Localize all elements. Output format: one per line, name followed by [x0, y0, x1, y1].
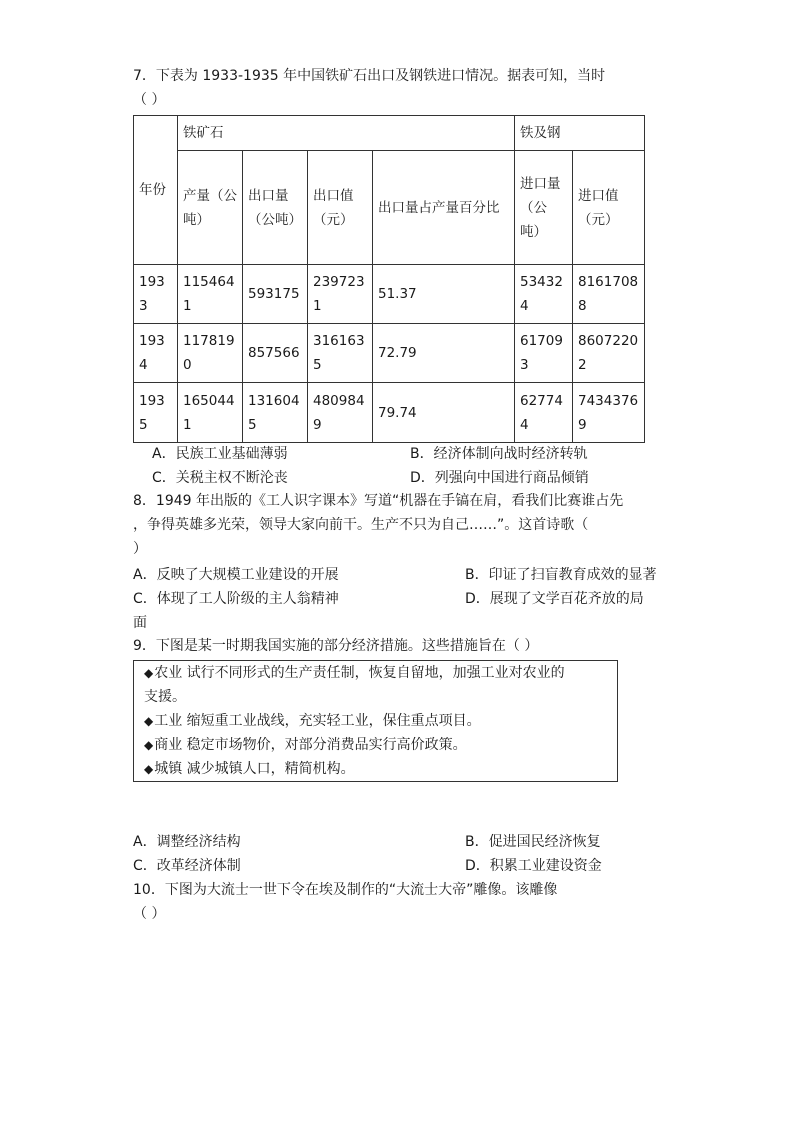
q7-option-b[interactable]: B．经济体制向战时经济转轨 — [410, 446, 588, 462]
table-row — [134, 265, 645, 324]
table-col-header: 进口量（公吨） — [515, 151, 573, 265]
q9-stem: 9．下图是某一时期我国实施的部分经济措施。这些措施旨在（ ） — [133, 638, 539, 654]
q8-stem-line3: ） — [133, 541, 147, 557]
table-header-year: 年份 — [134, 116, 178, 265]
q7-data-table — [133, 115, 645, 443]
table-col-header: 进口值（元） — [573, 151, 645, 265]
table-col-header: 出口量（公吨） — [243, 151, 308, 265]
q10-stem-line2: （ ） — [133, 906, 166, 922]
table-col-header: 产量（公吨） — [178, 151, 243, 265]
table-cell: 81617088 — [573, 265, 645, 324]
diamond-bullet-icon: ◆ — [144, 666, 154, 680]
diamond-bullet-icon: ◆ — [144, 762, 154, 776]
table-cell: 51.37 — [373, 265, 515, 324]
table-cell: 534324 — [515, 265, 573, 324]
table-cell: 593175 — [243, 265, 308, 324]
table-cell: 86072202 — [573, 324, 645, 383]
q10-stem-line1: 10．下图为大流士一世下令在埃及制作的“大流士大帝”雕像。该雕像 — [133, 882, 558, 898]
table-header-iron-steel: 铁及钢 — [515, 116, 645, 151]
q8-stem-line2: ，争得英雄多光荣，领导大家向前干。生产不只为自己……”。这首诗歌（ — [133, 517, 589, 533]
q7-stem-line1: 7．下表为 1933-1935 年中国铁矿石出口及钢铁进口情况。据表可知，当时 — [133, 68, 606, 84]
q7-stem-line2: （ ） — [133, 92, 166, 108]
q8-option-d-continued: 面 — [133, 615, 147, 631]
table-row — [134, 324, 645, 383]
q9-measures-box — [133, 660, 618, 782]
table-cell: 857566 — [243, 324, 308, 383]
table-cell: 1154641 — [178, 265, 243, 324]
table-cell: 1316045 — [243, 383, 308, 443]
table-cell: 1933 — [134, 265, 178, 324]
q8-option-a[interactable]: A．反映了大规模工业建设的开展 — [133, 567, 339, 583]
table-row — [134, 383, 645, 443]
q9-option-c[interactable]: C．改革经济体制 — [133, 858, 241, 874]
table-cell: 79.74 — [373, 383, 515, 443]
table-cell: 1935 — [134, 383, 178, 443]
q8-stem-line1: 8．1949 年出版的《工人识字课本》写道“机器在手镐在肩，看我们比赛谁占先 — [133, 493, 624, 509]
table-header-iron-ore: 铁矿石 — [178, 116, 515, 151]
table-cell: 74343769 — [573, 383, 645, 443]
q8-option-b[interactable]: B．印证了扫盲教育成效的显著 — [465, 567, 657, 583]
measure-commerce: ◆商业 稳定市场物价，对部分消费品实行高价政策。 — [144, 737, 467, 753]
table-cell: 1934 — [134, 324, 178, 383]
table-cell: 4809849 — [308, 383, 373, 443]
q8-option-c[interactable]: C．体现了工人阶级的主人翁精神 — [133, 591, 339, 607]
q8-option-d[interactable]: D．展现了文学百花齐放的局 — [465, 591, 644, 607]
table-cell: 617093 — [515, 324, 573, 383]
table-cell: 72.79 — [373, 324, 515, 383]
q9-option-a[interactable]: A．调整经济结构 — [133, 834, 241, 850]
measure-towns: ◆城镇 减少城镇人口，精简机构。 — [144, 761, 355, 777]
q9-option-d[interactable]: D．积累工业建设资金 — [465, 858, 602, 874]
diamond-bullet-icon: ◆ — [144, 738, 154, 752]
table-cell: 1178190 — [178, 324, 243, 383]
table-cell: 3161635 — [308, 324, 373, 383]
diamond-bullet-icon: ◆ — [144, 714, 154, 728]
q9-option-b[interactable]: B．促进国民经济恢复 — [465, 834, 601, 850]
q7-option-a[interactable]: A．民族工业基础薄弱 — [152, 446, 288, 462]
table-col-header: 出口量占产量百分比 — [373, 151, 515, 265]
measure-industry: ◆工业 缩短重工业战线，充实轻工业，保住重点项目。 — [144, 713, 481, 729]
measure-agriculture-cont: 支援。 — [144, 689, 186, 705]
table-cell: 2397231 — [308, 265, 373, 324]
q7-option-c[interactable]: C．关税主权不断沦丧 — [152, 470, 288, 486]
q7-option-d[interactable]: D．列强向中国进行商品倾销 — [410, 470, 589, 486]
measure-agriculture: ◆农业 试行不同形式的生产责任制，恢复自留地，加强工业对农业的 — [144, 665, 565, 681]
table-col-header: 出口值（元） — [308, 151, 373, 265]
table-cell: 1650441 — [178, 383, 243, 443]
table-cell: 627744 — [515, 383, 573, 443]
